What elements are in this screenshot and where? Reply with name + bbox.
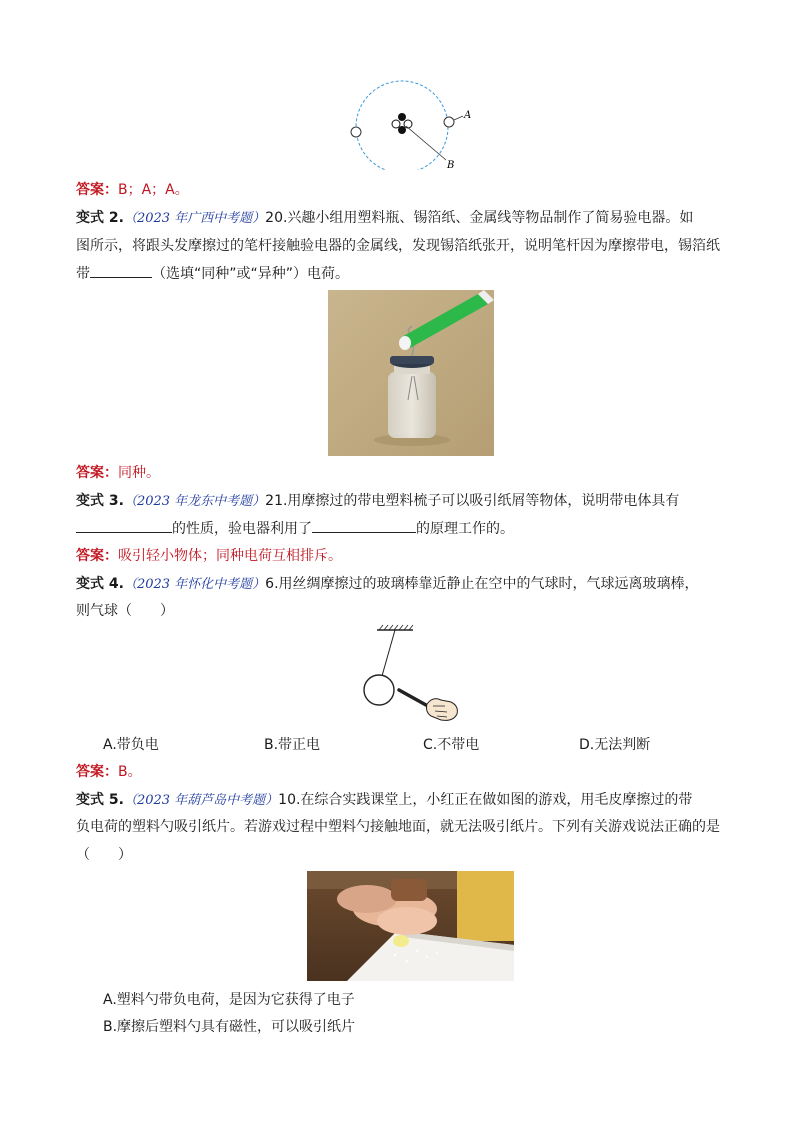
label-b: B — [447, 160, 455, 170]
atom-orbit-diagram — [346, 78, 476, 170]
answer-blank-1[interactable] — [76, 518, 172, 533]
option-a[interactable]: A.带负电 — [103, 737, 159, 753]
label-a: A — [464, 110, 472, 121]
variant-5-option-a[interactable]: A.塑料勺带负电荷，是因为它获得了电子 — [103, 992, 355, 1008]
answer-1: 答案：B；A；A。 — [76, 182, 189, 198]
variant-2-line-3: 带 （选填“同种”或“异种”）电荷。 — [76, 263, 726, 284]
answer-3: 答案：吸引轻小物体；同种电荷互相排斥。 — [76, 548, 342, 564]
answer-blank-2[interactable] — [312, 518, 416, 533]
variant-3-line-2: 的性质，验电器利用了 的原理工作的。 — [76, 518, 726, 539]
balloon-rod-diagram — [355, 622, 465, 728]
option-c[interactable]: C.不带电 — [423, 737, 480, 753]
variant-4-line-1: 变式 4.（2023 年怀化中考题）6.用丝绸摩擦过的玻璃棒靠近静止在空中的气球时，气球远离玻璃棒， — [76, 576, 699, 592]
spoon-paper-photo — [307, 871, 514, 981]
answer-blank[interactable] — [90, 263, 152, 278]
variant-5-line-1: 变式 5.（2023 年葫芦岛中考题）10.在综合实践课堂上，小红正在做如图的游戏，用毛皮摩擦过的带 — [76, 792, 693, 808]
variant-4-line-2: 则气球（ ） — [76, 603, 174, 619]
variant-2-line-2: 图所示，将跟头发摩擦过的笔杆接触验电器的金属线，发现锡箔纸张开，说明笔杆因为摩擦带电，锡箔纸 — [76, 238, 720, 254]
variant-5-line-2: 负电荷的塑料勺吸引纸片。若游戏过程中塑料勺接触地面，就无法吸引纸片。下列有关游戏说法正确的是 — [76, 819, 720, 835]
variant-5-line-3: （ ） — [76, 847, 132, 863]
option-d[interactable]: D.无法判断 — [579, 737, 651, 753]
answer-4: 答案：B。 — [76, 764, 142, 780]
variant-5-option-b[interactable]: B.摩擦后塑料勺具有磁性，可以吸引纸片 — [103, 1019, 356, 1035]
option-b[interactable]: B.带正电 — [264, 737, 321, 753]
electroscope-photo — [328, 290, 494, 456]
answer-2: 答案：同种。 — [76, 465, 160, 481]
variant-3-line-1: 变式 3.（2023 年龙东中考题）21.用摩擦过的带电塑料梳子可以吸引纸屑等物体，说明带电体具有 — [76, 493, 680, 509]
variant-2-line-1: 变式 2.（2023 年广西中考题）20.兴趣小组用塑料瓶、锡箔纸、金属线等物品制作了简易验电器。如 — [76, 210, 694, 226]
